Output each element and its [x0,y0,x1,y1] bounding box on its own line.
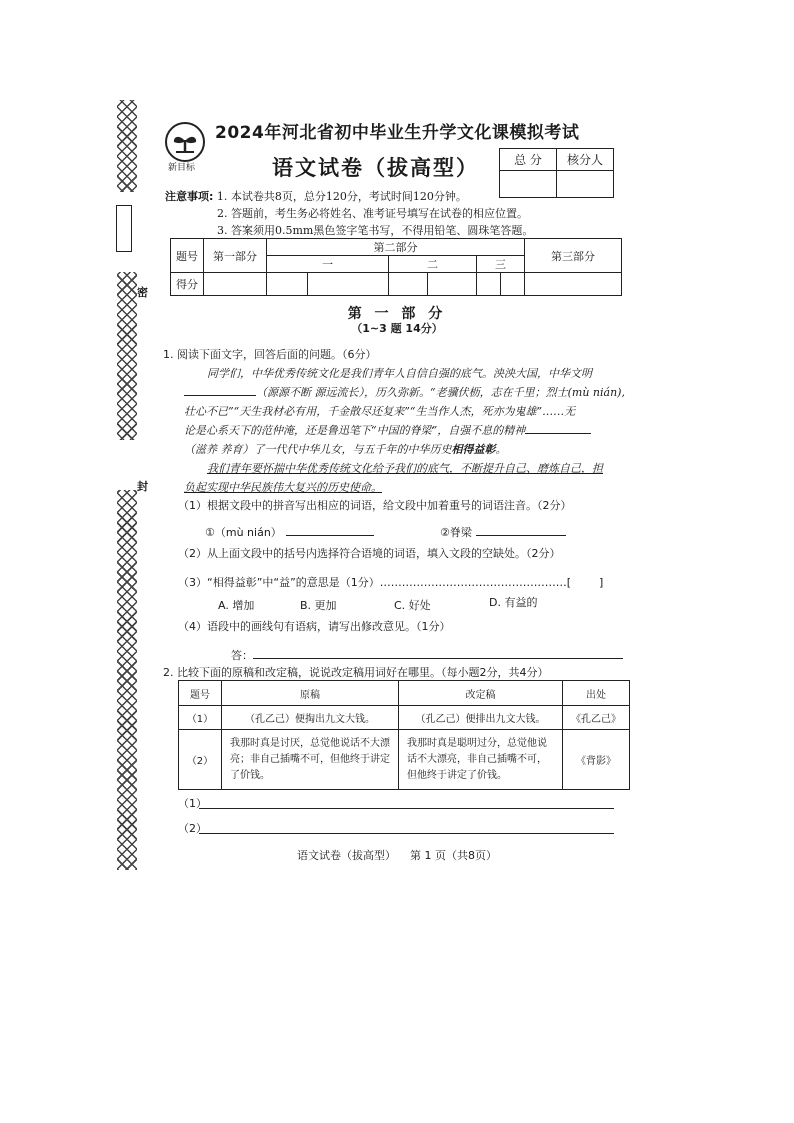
score-cell[interactable] [428,273,477,296]
table-row [179,706,630,730]
notice-item: 3. 答案须用0.5mm黑色签字笔书写，不得用铅笔、圆珠笔答题。 [217,224,534,237]
q2-stem: 2. 比较下面的原稿和改定稿，说说改定稿用词好在哪里。（每小题2分，共4分） [163,666,549,679]
q2-row-no: （2） [179,730,222,790]
part2-label: 第二部分 [267,239,525,256]
checker-cell[interactable] [557,171,614,198]
q1-sub4-answer-line[interactable] [253,658,623,659]
q1-blank-2[interactable] [525,433,591,434]
page-footer: 语文试卷（拔高型） 第 1 页（共8页） [297,849,497,862]
q2-answer-line-1[interactable] [199,808,614,809]
q1-option-c[interactable]: C. 好处 [394,599,431,612]
q1-para-text: （滋养 养育）了一代代中华儿女，与五千年的中华历史 [184,443,452,456]
score-cell[interactable] [308,273,389,296]
total-score-label: 总 分 [500,149,557,171]
score-cell[interactable] [389,273,428,296]
q1-para-line [184,384,625,400]
q1-stem: 1. 阅读下面文字，回答后面的问题。（6分） [163,348,377,361]
q2-row-src: 《孔乙己》 [563,706,630,730]
section-title: 第 一 部 分 [347,306,447,322]
q1-sub3 [178,574,603,590]
section-subtitle: （1~3 题 14分） [351,322,443,335]
score-cell[interactable] [501,273,525,296]
q1-sub4: （4）语段中的画线句有语病，请写出修改意见。（1分） [178,620,451,633]
answer-label: 答： [231,649,253,662]
score-cell[interactable] [204,273,267,296]
q1-blank-1[interactable] [184,395,256,396]
part2-sub-3: 三 [477,256,525,273]
score-cell[interactable] [477,273,501,296]
binding-char-feng: 封 [137,480,148,493]
q2-header-orig: 原稿 [222,681,399,706]
q1-option-d[interactable]: D. 有益的 [489,596,538,609]
exam-title: 2024年河北省初中毕业生升学文化课模拟考试 [215,123,580,143]
notice-block [165,188,533,239]
q2-answer-line-2[interactable] [199,833,614,834]
part1-label: 第一部分 [204,239,267,273]
notice-item: 1. 本试卷共8页，总分120分，考试时间120分钟。 [216,190,467,203]
q1-para-line [184,422,591,438]
q2-answer-label-2: （2） [178,822,207,835]
logo-seedling-icon [165,122,205,162]
part3-label: 第三部分 [525,239,622,273]
binding-box [116,205,132,252]
question-number-label: 题号 [171,239,204,273]
q2-compare-table [178,680,630,790]
grade-table [170,238,622,296]
notice-item: 2. 答题前，考生务必将姓名、准考证号填写在试卷的相应位置。 [217,207,528,220]
q1-para-line [184,441,507,457]
q1-sub1-item-a [205,524,374,540]
q2-row-rev: （孔乙己）便排出九文大钱。 [399,706,563,730]
q1-sub2: （2）从上面文段中的括号内选择符合语境的词语，填入文段的空缺处。（2分） [178,547,561,560]
q2-row-orig: 我那时真是讨厌，总觉他说话不大漂亮；非自己插嘴不可，但他终于讲定了价钱。 [222,730,399,790]
table-row [179,730,630,790]
q1-sub3-text: （3）“相得益彰”中“益”的意思是（1分）…………………………………………… [178,576,567,589]
exam-subtitle: 语文试卷（拔高型） [272,156,479,180]
q2-row-rev: 我那时真是聪明过分，总觉他说话不大漂亮，非自己插嘴不可，但他终于讲定了价钱。 [399,730,563,790]
part2-sub-2: 二 [389,256,477,273]
logo-label: 新目标 [168,163,196,173]
q1-sub1-answer-b[interactable] [476,535,566,536]
q2-answer-label-1: （1） [178,797,207,810]
q1-sub1: （1）根据文段中的拼音写出相应的词语，给文段中加着重号的词语注音。（2分） [178,499,572,512]
q1-option-a[interactable]: A. 增加 [218,599,255,612]
q2-row-no: （1） [179,706,222,730]
score-row-label: 得分 [171,273,204,296]
q1-sub1-label-b: ②脊梁 [440,526,472,539]
q1-emphasis-word: 相得益彰 [451,443,496,456]
q1-sub1-label-a: ①（mù nián） [205,526,282,539]
q1-sub1-item-b [440,524,566,540]
binding-char-mi: 密 [137,286,148,299]
q1-para-text: （源源不断 源远流长），历久弥新。“老骥伏枥，志在千里；烈士(mù nián), [256,386,625,399]
q1-para-text: 论是心系天下的范仲淹，还是鲁迅笔下“中国的脊梁”，自强不息的精神 [184,424,526,437]
score-cell[interactable] [267,273,308,296]
score-cell[interactable] [525,273,622,296]
q2-row-src: 《背影》 [563,730,630,790]
q2-header-rev: 改定稿 [399,681,563,706]
q1-underlined-sentence: 负起实现中华民族伟大复兴的历史使命。 [184,481,382,494]
q2-header-no: 题号 [179,681,222,706]
q1-para-text: 。 [495,443,507,456]
checker-label: 核分人 [557,149,614,171]
q1-para-line: 壮心不已”“天生我材必有用，千金散尽还复来”“生当作人杰，死亦为鬼雄”……无 [184,405,576,418]
q1-sub1-answer-a[interactable] [286,535,374,536]
notice-label: 注意事项: [165,190,214,203]
q1-para-line: 同学们，中华优秀传统文化是我们青年人自信自强的底气。泱泱大国，中华文明 [207,367,592,380]
q1-underlined-sentence: 我们青年要怀揣中华优秀传统文化给予我们的底气，不断提升自己、磨炼自己，担 [207,462,603,475]
part2-sub-1: 一 [267,256,389,273]
q1-option-b[interactable]: B. 更加 [300,599,337,612]
q1-sub4-answer [231,647,623,663]
q2-row-orig: （孔乙己）便掏出九文大钱。 [222,706,399,730]
q2-header-src: 出处 [563,681,630,706]
q1-sub3-answer-bracket[interactable]: [ ] [566,576,604,589]
